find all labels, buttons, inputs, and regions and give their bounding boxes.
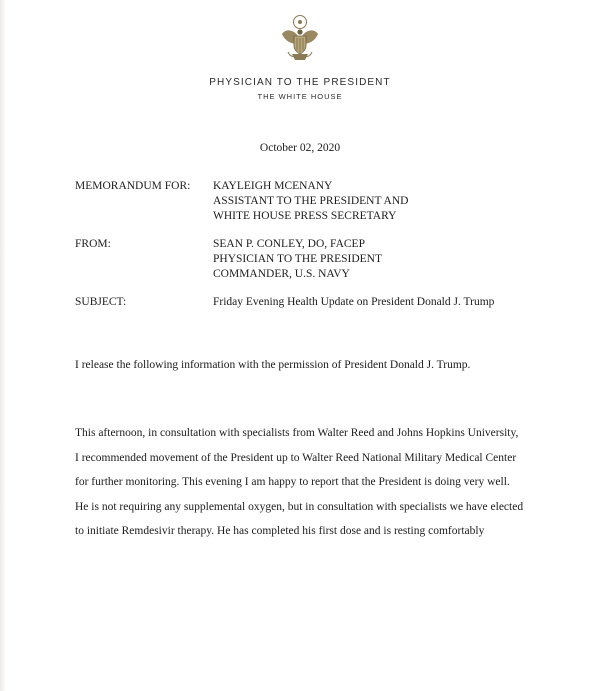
permission-statement: I release the following information with the permission of President Donald J. Trump. [75,359,471,371]
sender-line: SEAN P. CONLEY, DO, FACEP [213,238,365,250]
memo-for-label: MEMORANDUM FOR: [75,180,191,192]
body-line: He is not requiring any supplemental oxygen, but in consultation with specialists we have elected [75,500,524,513]
recipient-line: WHITE HOUSE PRESS SECRETARY [213,210,397,222]
recipient-line: ASSISTANT TO THE PRESIDENT AND [213,195,409,207]
letterhead-title: PHYSICIAN TO THE PRESIDENT [209,77,391,88]
memo-subject-label: SUBJECT: [75,296,127,308]
letterhead-subtitle: THE WHITE HOUSE [257,92,343,101]
memo-body [75,427,523,550]
body-line: This afternoon, in consultation with specialists from Walter Reed and Johns Hopkins University, [75,427,519,439]
body-line: for further monitoring. This evening I am happy to report that the President is doing very well. [75,476,510,488]
memo-for-recipient [213,179,408,224]
memo-date: October 02, 2020 [259,142,341,154]
body-line: I recommended movement of the President up to Walter Reed National Military Medical Center [75,451,517,464]
recipient-line: KAYLEIGH MCENANY [213,180,333,192]
memo-from-sender [213,237,382,282]
memo-from-label: FROM: [75,238,111,250]
memo-subject: Friday Evening Health Update on President Donald J. Trump [213,296,495,308]
sender-line: COMMANDER, U.S. NAVY [213,268,350,280]
body-line: to initiate Remdesivir therapy. He has completed his first dose and is resting comfortably [75,525,485,537]
sender-line: PHYSICIAN TO THE PRESIDENT [213,253,383,265]
presidential-seal-icon [278,14,322,66]
